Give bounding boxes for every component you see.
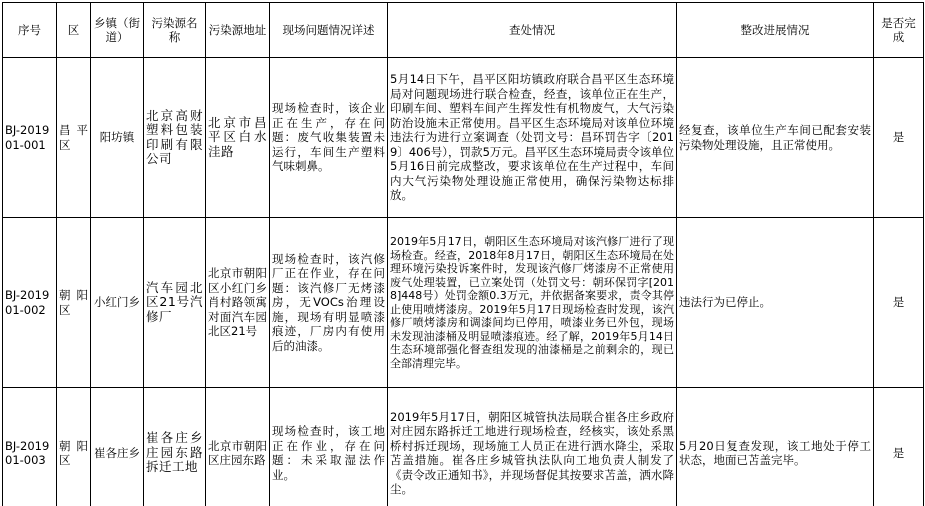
table-row [3, 58, 924, 218]
cell-issue: 现场检查时，该工地正在作业，存在问题：未采取湿法作业。 [270, 388, 388, 506]
cell-district: 朝阳区 [57, 218, 91, 388]
cell-town: 小红门乡 [91, 218, 144, 388]
table-row [3, 388, 924, 506]
cell-handling: 2019年5月17日，朝阳区城管执法局联合崔各庄乡政府对庄园东路拆迁工地进行现场检查，经核实，该处系黑桥村拆迁现场，现场施工人员正在进行洒水降尘，采取苫盖措施。崔各庄乡城管执法队向工地负责人制发了《责令改正通知书》，并现场督促其按要求苫盖，洒水降尘。 [388, 388, 677, 506]
cell-handling: 2019年5月17日，朝阳区生态环境局对该汽修厂进行了现场检查。经查，2018年8月17日，朝阳区生态环境局在处理环境污染投诉案件时，发现该汽修厂烤漆房不正常使用废气处理装置，已立案处罚（处罚文号：朝环保罚字[2018]448号）处罚金额0.3万元，并依据备案要求，责令其停止使用喷烤漆房。2019年5月17日现场检查时发现，该汽修厂喷烤漆房和调漆间均已停用，喷漆业务已外包，现场未发现油漆桶及明显喷漆痕迹。经了解，2019年5月14日生态环境部强化督查组发现的油漆桶是之前剩余的，现已全部清理完毕。 [388, 218, 677, 388]
cell-district: 昌平区 [57, 58, 91, 218]
cell-issue: 现场检查时，该企业正在生产，存在问题：废气收集装置未运行，车间生产塑料气味刺鼻。 [270, 58, 388, 218]
cell-district: 朝阳区 [57, 388, 91, 506]
cell-source-addr: 北京市朝阳区小红门乡肖村路领寓对面汽车园北区21号 [206, 218, 270, 388]
header-district: 区 [57, 3, 91, 58]
cell-source-name: 汽车园北区21号汽修厂 [144, 218, 206, 388]
cell-source-name: 崔各庄乡庄园东路拆迁工地 [144, 388, 206, 506]
cell-progress: 经复查，该单位生产车间已配套安装污染物处理设施，且正常使用。 [677, 58, 874, 218]
header-no: 序号 [3, 3, 57, 58]
cell-done: 是 [874, 58, 924, 218]
header-handling: 查处情况 [388, 3, 677, 58]
header-source-name: 污染源名称 [144, 3, 206, 58]
cell-progress: 违法行为已停止。 [677, 218, 874, 388]
cell-town: 崔各庄乡 [91, 388, 144, 506]
header-town: 乡镇（街道） [91, 3, 144, 58]
cell-source-name: 北京高财塑料包装印刷有限公司 [144, 58, 206, 218]
cell-done: 是 [874, 218, 924, 388]
inspection-table [2, 2, 924, 506]
cell-done: 是 [874, 388, 924, 506]
header-issue: 现场问题情况详述 [270, 3, 388, 58]
header-source-addr: 污染源地址 [206, 3, 270, 58]
cell-no: BJ-201901-001 [3, 58, 57, 218]
cell-source-addr: 北京市昌平区白水洼路 [206, 58, 270, 218]
cell-issue: 现场检查时，该汽修厂正在作业，存在问题：该汽修厂无烤漆房，无VOCs治理设施，现场有明显喷漆痕迹，厂房内有使用后的油漆。 [270, 218, 388, 388]
cell-progress: 5月20日复查发现，该工地处于停工状态，地面已苫盖完毕。 [677, 388, 874, 506]
header-progress: 整改进展情况 [677, 3, 874, 58]
header-done: 是否完成 [874, 3, 924, 58]
cell-town: 阳坊镇 [91, 58, 144, 218]
cell-source-addr: 北京市朝阳区庄园东路 [206, 388, 270, 506]
cell-handling: 5月14日下午，昌平区阳坊镇政府联合昌平区生态环境局对问题现场进行联合检查，经查，该单位正在生产，印刷车间、塑料车间产生挥发性有机物废气，大气污染防治设施未正常使用。昌平区生态环境局对该单位环境违法行为进行立案调查（处罚文号：昌环罚告字〔2019〕406号），罚款5万元。昌平区生态环境局责令该单位5月16日前完成整改，要求该单位在生产过程中，车间内大气污染物处理设施正常使用，确保污染物达标排放。 [388, 58, 677, 218]
cell-no: BJ-201901-002 [3, 218, 57, 388]
cell-no: BJ-201901-003 [3, 388, 57, 506]
header-row [3, 3, 924, 58]
table-row [3, 218, 924, 388]
